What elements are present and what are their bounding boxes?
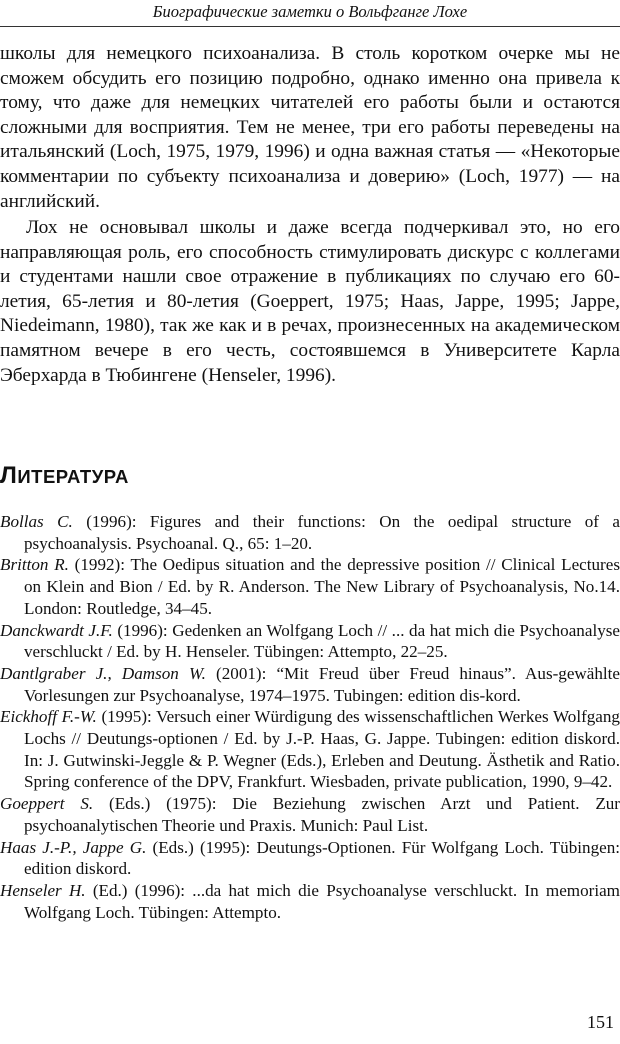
reference-author: Bollas C. — [0, 512, 73, 531]
section-heading-rest: ИТЕРАТУРА — [17, 466, 129, 487]
reference-author: Danckwardt J.F. — [0, 620, 113, 640]
reference-item — [0, 880, 620, 923]
page-number: 151 — [587, 1012, 614, 1032]
reference-text: (Ed.) (1996): ...da hat mich die Psychoanalyse verschluckt. In memoriam Wolfgang Loch. Tübingen: Attempto. — [24, 880, 620, 922]
reference-text: (1996): Figures and their functions: On the oedipal structure of a psychoanalysis. Psychoanal. Q., 65: 1–20. — [24, 512, 620, 553]
reference-text: (1992): The Oedipus situation and the depressive position // Clinical Lectures on Klein and Bion / Ed. by R. Anderson. The New Library of Psychoanalysis, No.14. London: Routledge, 34–45. — [24, 555, 620, 618]
reference-list — [0, 511, 620, 923]
reference-author: Britton R. — [0, 555, 69, 575]
reference-item — [0, 511, 620, 554]
reference-item — [0, 554, 620, 619]
reference-author: Henseler H. — [0, 880, 86, 900]
reference-author: Haas J.-P., Jappe G. — [0, 837, 147, 857]
reference-item — [0, 793, 620, 836]
body-paragraph-1: школы для немецкого психоанализа. В столь коротком очерке мы не сможем обсудить его позицию подробно, однако именно она привела к тому, что даже для немецких читателей его работы были и остаются сложными для восприятия. Тем не менее, три его работы переведены на итальянский (Loch, 1975, 1979, 1996) и одна важная статья — «Некоторые комментарии по субъекту психоанализа и доверию» (Loch, 1977) — на английский. — [0, 43, 620, 212]
reference-text: (Eds.) (1975): Die Beziehung zwischen Arzt und Patient. Zur psychoanalytischen Theorie und Praxis. Munich: Paul List. — [24, 794, 620, 835]
reference-author: Dantlgraber J., Damson W. — [0, 663, 206, 683]
reference-text: (1995): Versuch einer Würdigung des wissenschaftlichen Werkes Wolfgang Lochs // Deutungs-optionen / Ed. by J.-P. Haas, G. Jappe. Tubingen: edition diskord. In: J. Gutwinski-Jeggle & P. Wegner (Eds.), Erleben and Deutung. Ästhetik and Ratio. Spring conference of the DPV, Frankfurt. Wiesbaden, private publication, 1990, 9–42. — [24, 707, 620, 792]
reference-text: (1996): Gedenken an Wolfgang Loch // ... da hat mich die Psychoanalyse verschluckt / Ed. by H. Henseler. Tübingen: Attempto, 22–25. — [24, 620, 620, 662]
reference-author: Goeppert S. — [0, 794, 94, 814]
reference-text: (2001): “Mit Freud über Freud hinaus”. Aus-gewählte Vorlesungen zur Psychoanalyse, 1974–1975. Tubingen: edition dis-kord. — [24, 663, 620, 705]
reference-item — [0, 837, 620, 880]
reference-text: (Eds.) (1995): Deutungs-Optionen. Für Wolfgang Loch. Tübingen: edition diskord. — [24, 837, 620, 879]
section-heading-first-letter: Л — [0, 462, 18, 489]
header-rule — [0, 26, 620, 27]
reference-item — [0, 663, 620, 706]
reference-author: Eickhoff F.-W. — [0, 707, 97, 727]
body-paragraph-2: Лох не основывал школы и даже всегда подчеркивал это, но его направляющая роль, его способность стимулировать дискурс с коллегами и студентами нашли свое отражение в публикациях по случаю его 60-летия, 65-летия и 80-летия (Goeppert, 1975; Haas, Jappe, 1995; Jappe, Niedeimann, 1980), так же как и в речах, произнесенных на академическом памятном вечере в его честь, состоявшемся в Университете Карла Эберхарда в Тюбингене (Henseler, 1996). — [0, 217, 620, 386]
reference-item — [0, 706, 620, 793]
reference-item — [0, 620, 620, 663]
section-heading-literature — [0, 462, 129, 490]
running-title: Биографические заметки о Вольфганге Лохе — [152, 2, 468, 21]
